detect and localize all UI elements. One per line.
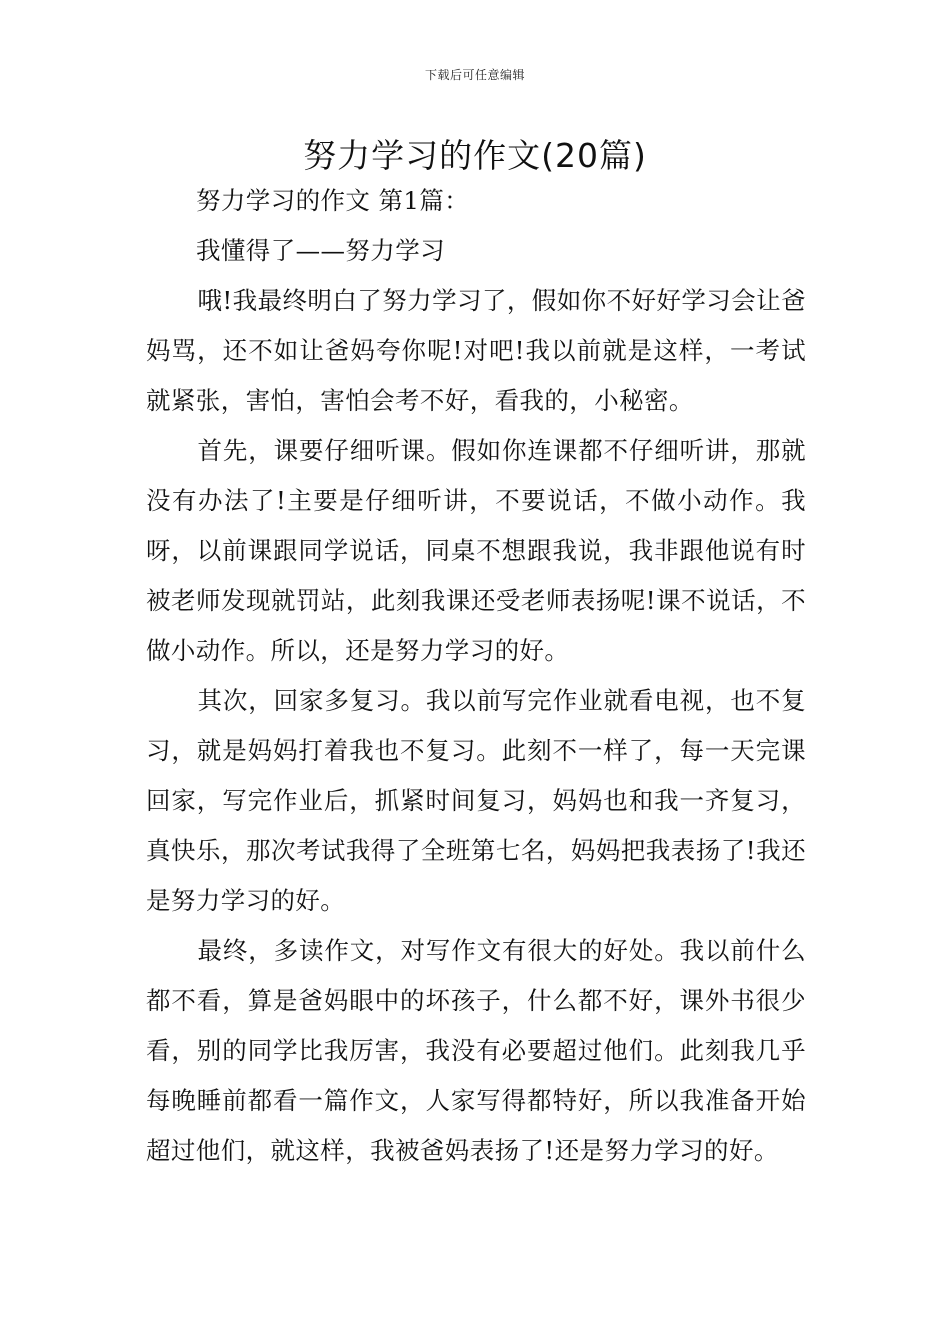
document-title: 努力学习的作文(20篇) xyxy=(303,136,647,175)
section-heading: 努力学习的作文 第1篇： xyxy=(196,186,470,215)
essay-title: 我懂得了——努力学习 xyxy=(196,236,445,265)
paragraph: 哦!我最终明白了努力学习了，假如你不好好学习会让爸妈骂，还不如让爸妈夸你呢!对吧!我以前就是这样，一考试就紧张，害怕，害怕会考不好，看我的，小秘密。 xyxy=(146,286,806,415)
paragraph: 其次，回家多复习。我以前写完作业就看电视，也不复习，就是妈妈打着我也不复习。此刻不一样了，每一天完课回家，写完作业后，抓紧时间复习，妈妈也和我一齐复习，真快乐，那次考试我得了全班第七名，妈妈把我表扬了!我还是努力学习的好。 xyxy=(146,686,806,915)
paragraph: 首先，课要仔细听课。假如你连课都不仔细听讲，那就没有办法了!主要是仔细听讲，不要说话，不做小动作。我呀，以前课跟同学说话，同桌不想跟我说，我非跟他说有时被老师发现就罚站，此刻我课还受老师表扬呢!课不说话，不做小动作。所以，还是努力学习的好。 xyxy=(146,436,806,665)
document-body xyxy=(146,176,806,1176)
header-note: 下载后可任意编辑 xyxy=(424,68,525,82)
paragraph: 最终，多读作文，对写作文有很大的好处。我以前什么都不看，算是爸妈眼中的坏孩子，什么都不好，课外书很少看，别的同学比我厉害，我没有必要超过他们。此刻我几乎每晚睡前都看一篇作文，人家写得都特好，所以我准备开始超过他们，就这样，我被爸妈表扬了!还是努力学习的好。 xyxy=(146,936,806,1165)
